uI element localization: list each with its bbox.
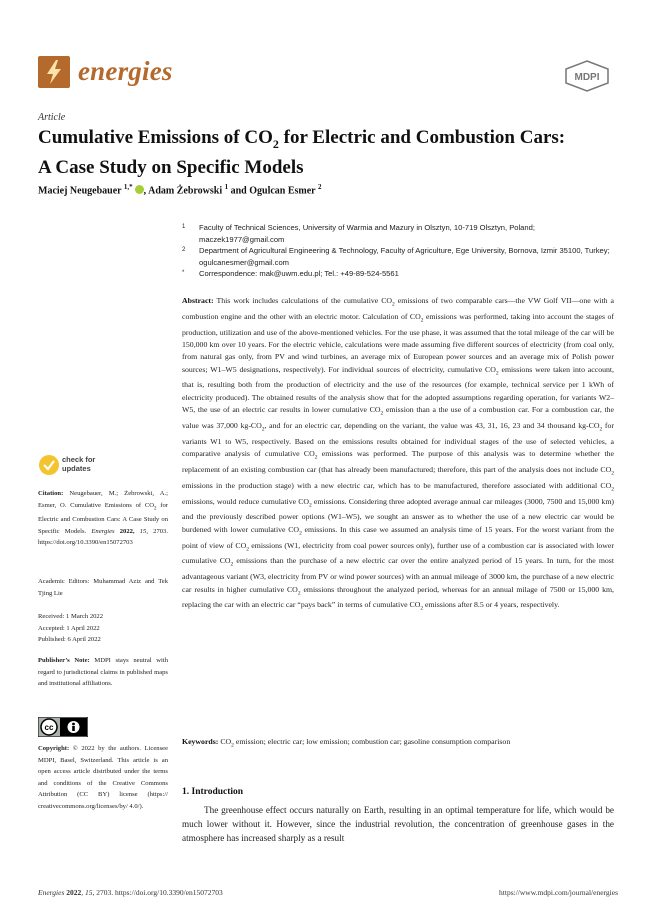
section-title: 1. Introduction <box>182 787 244 797</box>
keywords: Keywords: $CO_2$ emission; electric car; low emission; combustion car; gasoline consumption comparison <box>182 737 511 749</box>
journal-url-link[interactable]: https://www.mdpi.com/journal/energies <box>499 888 618 897</box>
mdpi-logo-icon <box>562 60 612 92</box>
svg-text:cc: cc <box>44 723 54 732</box>
page-footer: Energies 2022, 15, 2703. https://doi.org/10.3390/en15072703 https://www.mdpi.com/journal/energies <box>38 888 618 897</box>
copyright-notice: Copyright: © 2022 by the authors. Licensee MDPI, Basel, Switzerland. This article is an open access article distributed under the terms and conditions of the Creative Commons Attribution (CC BY) license (https:// creativecommons.org/licenses/by/ 4.0/). <box>38 745 168 810</box>
doi-link[interactable]: , 2703. https://doi.org/10.3390/en15072703 <box>38 527 168 547</box>
check-for-updates-button[interactable]: check for updates <box>38 454 173 476</box>
article-type: Article <box>38 112 66 123</box>
publisher-note: Publisher’s Note: MDPI stays neutral with regard to jurisdictional claims in published maps and institutional affiliations. <box>38 657 168 687</box>
abstract: Abstract: This work includes calculations of the cumulative $CO_2$ emissions of two comparable cars—the VW Golf VII—one with a combustion engine and the other with an electric motor. Calculation of $CO_2$ emissions was performed, taking into account the stages of production, utilization and use of the above-mentioned vehicles. For the use phase, it was assumed that the total mileage of the car will be 150,000 km over 10 years. For the electric vehicle, calculations were made assuming five different sources of electricity (from coal only, from natural gas only, from PV and wind turbines, an average mix of European power sources and an average mix of Polish power sources; W1–W5 designations, respectively). For individual sources of electricity, cumulative $CO_2$ emissions were taken into account, that is, resulting both from the production of electricity and the use of the resources (for example, technical service per 1 kWh of electricity produced). The obtained results of the analysis show that for the adopted assumptions regarding operation, for variants W2–W5, the use of an electric car results in lower cumulative $CO_2$ emission than a the use of a combustion car. For a combustion car, the value was 37,000 $kg-CO_2$, and for an electric car, depending on the variant, the value was 43, 31, 16, 23 and 34 thousand $kg-CO_2$ for variants W1 to W5, respectively. Based on the emissions results obtained for individual stages of the use of selected vehicles, a comparative analysis of cumulative $CO_2$ emissions was performed. The purpose of this analysis was to determine whether the replacement of an existing combustion car (that has already been manufactured; therefore, this part of the analysis does not include $CO_2$ emissions in the production stage) with a new electric car, which has to be manufactured, therefore associated with additional $CO_2$ emissions, would reduce cumulative $CO_2$ emissions. Considering three adopted average annual car mileages (3000, 7500 and 15,000 km) and the previously described power options (W1–W5), we sought an answer as to whether the use of a new electric car would be burdened with lower cumulative $CO_2$ emissions. In this case we assumed an analysis time of 15 years. For the worst variant from the point of view of $CO_2$ emissions (W1, electricity from coal power sources only), further use of a combustion car is associated with lower cumulative $CO_2$ emissions than the purchase of a new electric car over the entire analyzed period of 15 years. In turn, for the most advantageous variant (W3, electricity from PV or wind power sources) with an annual mileage of 3000 km, the purchase of a new electric car results in higher cumulative $CO_2$ emissions throughout the analyzed period, whereas for an annual milage of 7500 or 15,000 km, replacing the car with an electric car “pays back” in terms of cumulative $CO_2$ emissions after 8.5 or 4 years, respectively. <box>182 296 615 612</box>
journal-name: energies <box>78 56 173 86</box>
author-link[interactable]: Maciej Neugebauer <box>38 185 122 197</box>
check-updates-icon <box>38 454 60 476</box>
journal-logo-icon <box>38 56 70 88</box>
affiliation: 2 Department of Agricultural Engineering & Technology, Faculty of Agriculture, Ege University, Bornova, Izmir 35100, Turkey; ogulcanesmer@gmail.com <box>182 246 610 267</box>
author-link[interactable]: , Adam Żebrowski <box>143 185 223 197</box>
correspondence: * Correspondence: mak@uwm.edu.pl; Tel.: +49-89-524-5561 <box>182 269 399 278</box>
author-link[interactable]: and Ogulcan Esmer <box>228 185 316 197</box>
doi-link[interactable]: , 2703. https://doi.org/10.3390/en15072703 <box>92 888 223 897</box>
citation-block: Citation: Neugebauer, M.; Żebrowski, A.; Esmer, O. Cumulative Emissions of $CO_2$ for Electric and Combustion Cars: A Case Study on Specific Models. Energies 2022, 15, 2703. https://doi.org/10.3390/en15072703 <box>38 490 168 547</box>
cc-by-license-icon[interactable] <box>38 717 88 737</box>
author-list: Maciej Neugebauer $^{1,*}$ , Adam Żebrowski $^1$ and Ogulcan Esmer $^2$ <box>38 183 322 197</box>
orcid-icon[interactable] <box>135 185 144 194</box>
affiliation: 1 Faculty of Technical Sciences, University of Warmia and Mazury in Olsztyn, 10-719 Olsztyn, Poland; maczek1977@gmail.com <box>182 223 535 244</box>
publisher-name: MDPI <box>574 72 600 83</box>
academic-editors: Academic Editors: Muhammad Aziz and Tek Tjing Lie <box>38 578 168 597</box>
dates: Received: 1 March 2022 Accepted: 1 April 2022 Published: 6 April 2022 <box>38 613 104 643</box>
article-title: Cumulative Emissions of $CO_2$ for Electric and Combustion Cars: A Case Study on Specific Models <box>38 127 566 178</box>
section-body: The greenhouse effect occurs naturally on Earth, resulting in an optimal temperature for life, which would be much lower without it. However, since the industrial revolution, the concentration of greenhouse gases in the atmosphere has increased sharply as a result <box>182 805 614 843</box>
